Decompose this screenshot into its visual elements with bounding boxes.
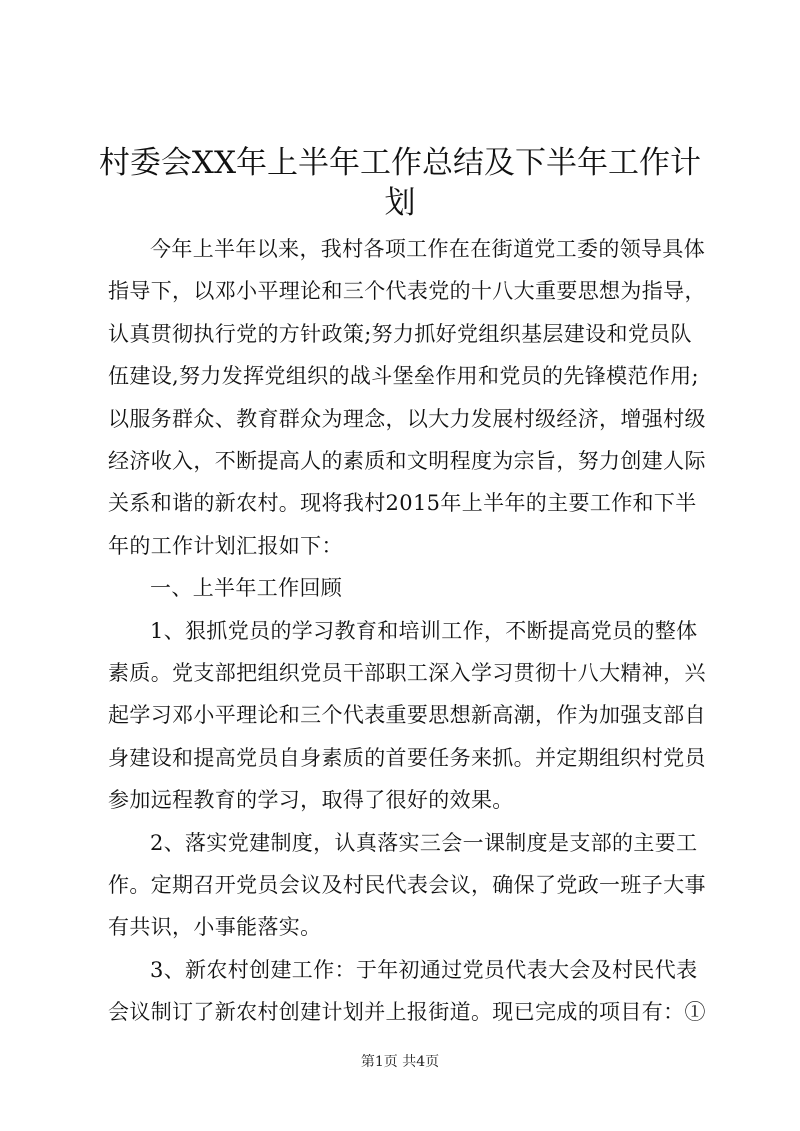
- text-line: 会议制订了新农村创建计划并上报街道。现已完成的项目有：①: [108, 1000, 706, 1024]
- text-line: 起学习邓小平理论和三个代表重要思想新高潮，作为加强支部自: [108, 703, 706, 727]
- text-line: 2、落实党建制度，认真落实三会一课制度是支部的主要工: [150, 831, 698, 855]
- text-line: 年的工作计划汇报如下：: [108, 534, 343, 558]
- text-line: 3、新农村创建工作：于年初通过党员代表大会及村民代表: [150, 958, 698, 982]
- text-line: 作。定期召开党员会议及村民代表会议，确保了党政一班子大事: [108, 873, 706, 897]
- text-line: 认真贯彻执行党的方针政策;努力抓好党组织基层建设和党员队: [108, 322, 692, 346]
- document-title-line-2: 划: [384, 185, 416, 221]
- text-line: 素质。党支部把组织党员干部职工深入学习贯彻十八大精神，兴: [108, 661, 706, 685]
- text-line: 经济收入，不断提高人的素质和文明程度为宗旨，努力创建人际: [108, 449, 706, 473]
- text-line: 有共识，小事能落实。: [108, 915, 322, 939]
- text-line: 以服务群众、教育群众为理念，以大力发展村级经济，增强村级: [108, 407, 706, 431]
- text-line: 参加远程教育的学习，取得了很好的效果。: [108, 788, 514, 812]
- document-title-line-1: 村委会XX年上半年工作总结及下半年工作计: [98, 145, 702, 181]
- text-line: 今年上半年以来，我村各项工作在在街道党工委的领导具体: [150, 237, 706, 261]
- text-line: 指导下，以邓小平理论和三个代表党的十八大重要思想为指导，: [108, 279, 706, 303]
- text-line: 伍建设,努力发挥党组织的战斗堡垒作用和党员的先锋模范作用;: [108, 364, 699, 388]
- page-number-footer: 第1页 共4页: [360, 1054, 440, 1070]
- text-line: 关系和谐的新农村。现将我村2015年上半年的主要工作和下半: [108, 491, 697, 515]
- section-heading: 一、上半年工作回顾: [150, 576, 343, 600]
- text-line: 1、狠抓党员的学习教育和培训工作，不断提高党员的整体: [150, 619, 698, 643]
- text-line: 身建设和提高党员自身素质的首要任务来抓。并定期组织村党员: [108, 746, 706, 770]
